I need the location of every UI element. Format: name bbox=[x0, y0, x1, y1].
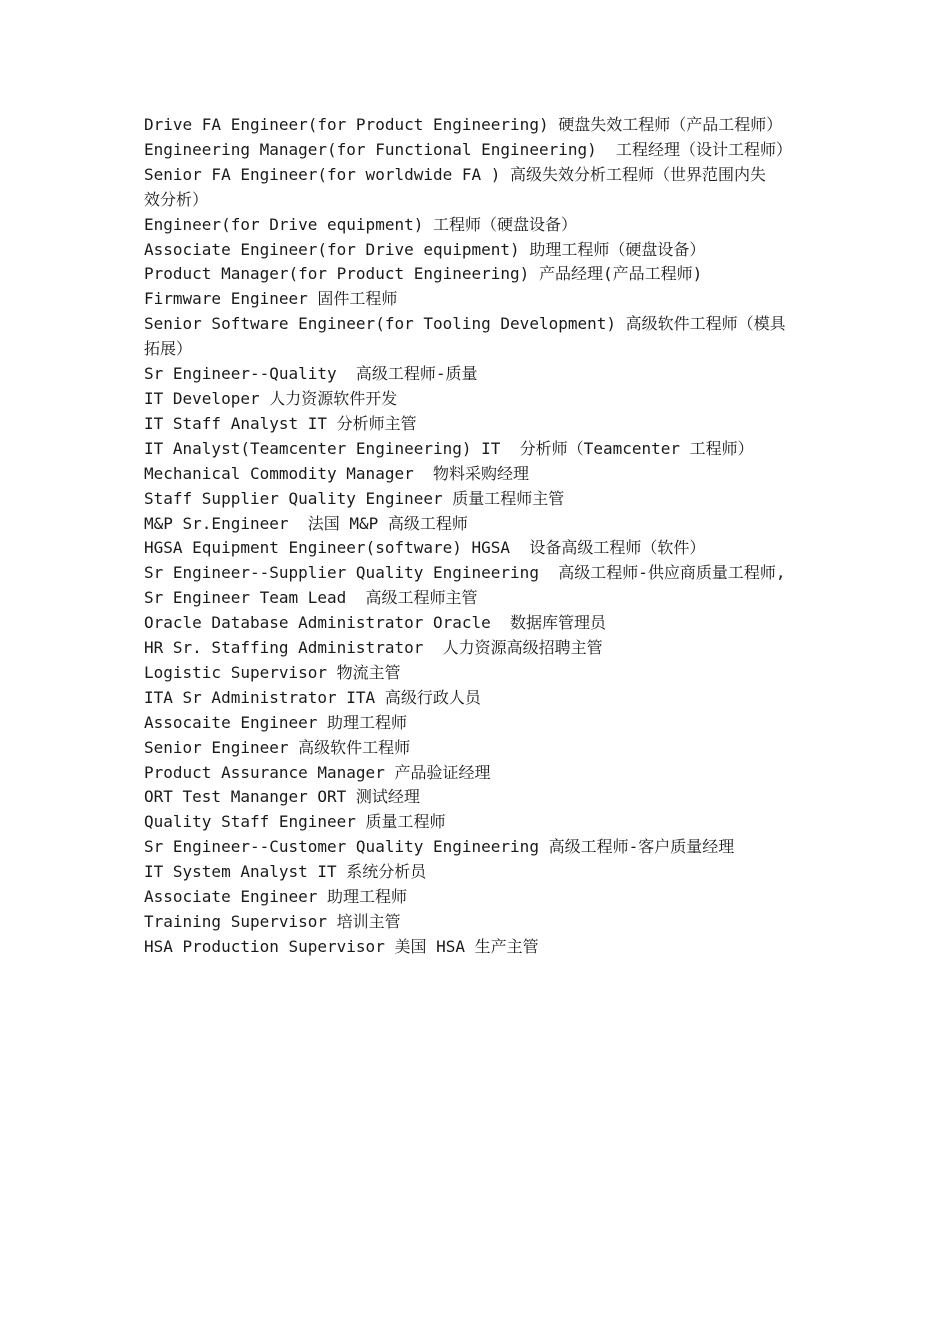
job-title-list bbox=[144, 113, 814, 960]
text-line-7: Product Manager(for Product Engineering) 产品经理(产品工程师) bbox=[144, 264, 703, 284]
text-line-22: HR Sr. Staffing Administrator 人力资源高级招聘主管 bbox=[144, 638, 603, 658]
text-line-27: Product Assurance Manager 产品验证经理 bbox=[144, 762, 491, 782]
text-line-30: Sr Engineer--Customer Quality Engineering 高级工程师-客户质量经理 bbox=[144, 837, 735, 857]
text-line-9: Senior Software Engineer(for Tooling Development) 高级软件工程师（模具 bbox=[144, 314, 786, 334]
text-line-10: 拓展） bbox=[144, 339, 193, 359]
text-line-24: ITA Sr Administrator ITA 高级行政人员 bbox=[144, 687, 481, 707]
text-line-20: Sr Engineer Team Lead 高级工程师主管 bbox=[144, 588, 478, 608]
text-line-12: IT Developer 人力资源软件开发 bbox=[144, 388, 398, 408]
text-line-17: M&P Sr.Engineer 法国 M&P 高级工程师 bbox=[144, 513, 468, 533]
text-line-16: Staff Supplier Quality Engineer 质量工程师主管 bbox=[144, 488, 565, 508]
text-line-15: Mechanical Commodity Manager 物料采购经理 bbox=[144, 463, 529, 483]
text-line-29: Quality Staff Engineer 质量工程师 bbox=[144, 812, 446, 832]
text-line-28: ORT Test Mananger ORT 测试经理 bbox=[144, 787, 420, 807]
text-line-14: IT Analyst(Teamcenter Engineering) IT 分析师（Teamcenter 工程师） bbox=[144, 438, 754, 458]
text-line-2: Engineering Manager(for Functional Engineering) 工程经理（设计工程师） bbox=[144, 139, 793, 159]
text-line-26: Senior Engineer 高级软件工程师 bbox=[144, 737, 411, 757]
text-line-23: Logistic Supervisor 物流主管 bbox=[144, 662, 401, 682]
text-line-34: HSA Production Supervisor 美国 HSA 生产主管 bbox=[144, 936, 539, 956]
text-line-8: Firmware Engineer 固件工程师 bbox=[144, 289, 398, 309]
text-line-6: Associate Engineer(for Drive equipment) 助理工程师（硬盘设备） bbox=[144, 239, 706, 259]
text-line-33: Training Supervisor 培训主管 bbox=[144, 912, 401, 931]
text-line-11: Sr Engineer--Quality 高级工程师-质量 bbox=[144, 364, 478, 384]
text-line-25: Assocaite Engineer 助理工程师 bbox=[144, 712, 408, 732]
text-line-32: Associate Engineer 助理工程师 bbox=[144, 887, 408, 907]
text-line-31: IT System Analyst IT 系统分析员 bbox=[144, 862, 427, 882]
text-line-21: Oracle Database Administrator Oracle 数据库管理员 bbox=[144, 613, 607, 633]
text-line-13: IT Staff Analyst IT 分析师主管 bbox=[144, 413, 417, 433]
text-line-5: Engineer(for Drive equipment) 工程师（硬盘设备） bbox=[144, 214, 577, 234]
text-line-18: HGSA Equipment Engineer(software) HGSA 设备高级工程师（软件） bbox=[144, 538, 706, 558]
text-line-19: Sr Engineer--Supplier Quality Engineering 高级工程师-供应商质量工程师, bbox=[144, 563, 786, 583]
text-line-3: Senior FA Engineer(for worldwide FA ) 高级失效分析工程师（世界范围内失 bbox=[144, 164, 767, 184]
text-line-4: 效分析） bbox=[144, 189, 209, 209]
text-line-1: Drive FA Engineer(for Product Engineering) 硬盘失效工程师（产品工程师） bbox=[144, 115, 783, 134]
